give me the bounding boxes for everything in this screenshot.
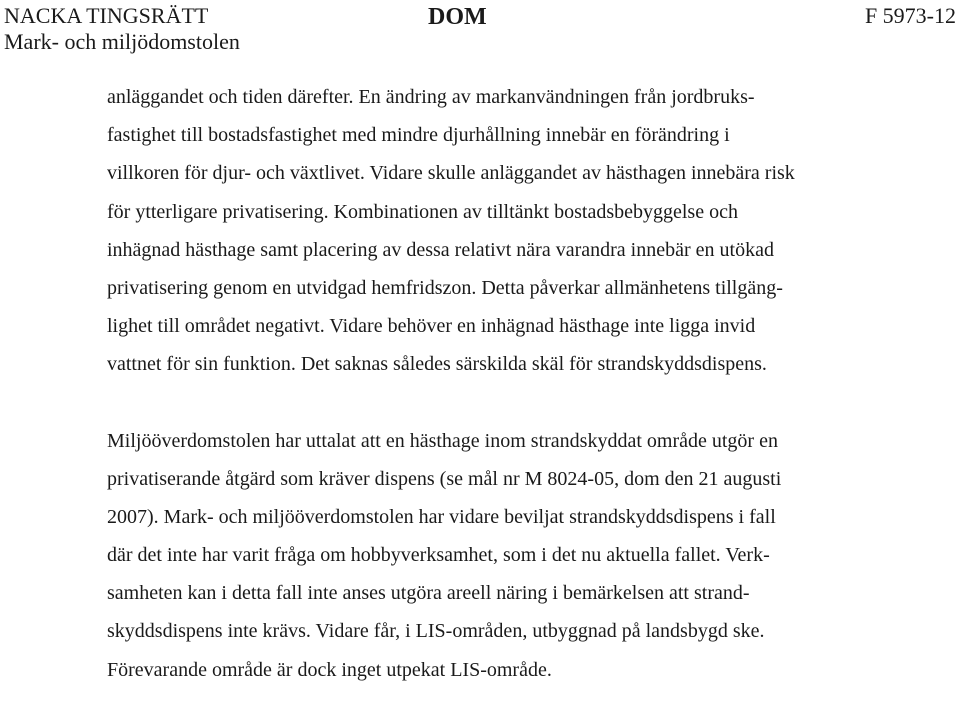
text-line: samheten kan i detta fall inte anses utgöra areell näring i bemärkelsen att strand- <box>107 582 750 605</box>
paragraph <box>107 422 947 689</box>
document-body <box>107 78 947 689</box>
document-header <box>0 0 960 60</box>
text-line: lighet till området negativt. Vidare behöver en inhägnad hästhage inte ligga invid <box>107 315 756 338</box>
text-line: skyddsdispens inte krävs. Vidare får, i LIS-områden, utbyggnad på landsbygd ske. <box>107 620 765 643</box>
text-line: 2007). Mark- och miljööverdomstolen har vidare beviljat strandskyddsdispens i fall <box>107 505 776 528</box>
paragraph <box>107 78 947 384</box>
text-line: där det inte har varit fråga om hobbyverksamhet, som i det nu aktuella fallet. Verk- <box>107 544 770 567</box>
text-line: för ytterligare privatisering. Kombinationen av tilltänkt bostadsbebyggelse och <box>107 200 738 223</box>
court-name: NACKA TINGSRÄTT <box>4 3 209 28</box>
text-line: Miljööverdomstolen har uttalat att en hästhage inom strandskyddat område utgör en <box>107 429 778 452</box>
text-line: villkoren för djur- och växtlivet. Vidare skulle anläggandet av hästhagen innebära risk <box>107 162 795 185</box>
paragraph-gap <box>107 384 947 422</box>
text-line: privatiserande åtgärd som kräver dispens (se mål nr M 8024-05, dom den 21 augusti <box>107 467 782 490</box>
text-line: fastighet till bostadsfastighet med mindre djurhållning innebär en förändring i <box>107 124 730 147</box>
case-number: F 5973-12 <box>864 3 956 28</box>
court-division: Mark- och miljödomstolen <box>4 29 240 54</box>
text-line: privatisering genom en utvidgad hemfridszon. Detta påverkar allmänhetens tillgäng- <box>107 276 783 299</box>
document-type: DOM <box>428 4 487 30</box>
text-line: anläggandet och tiden därefter. En ändring av markanvändningen från jordbruks- <box>107 86 755 108</box>
text-line: Förevarande område är dock inget utpekat LIS-område. <box>107 658 552 681</box>
text-line: vattnet för sin funktion. Det saknas således särskilda skäl för strandskyddsdispens. <box>107 353 767 376</box>
text-line: inhägnad hästhage samt placering av dessa relativt nära varandra innebär en utökad <box>107 238 774 261</box>
